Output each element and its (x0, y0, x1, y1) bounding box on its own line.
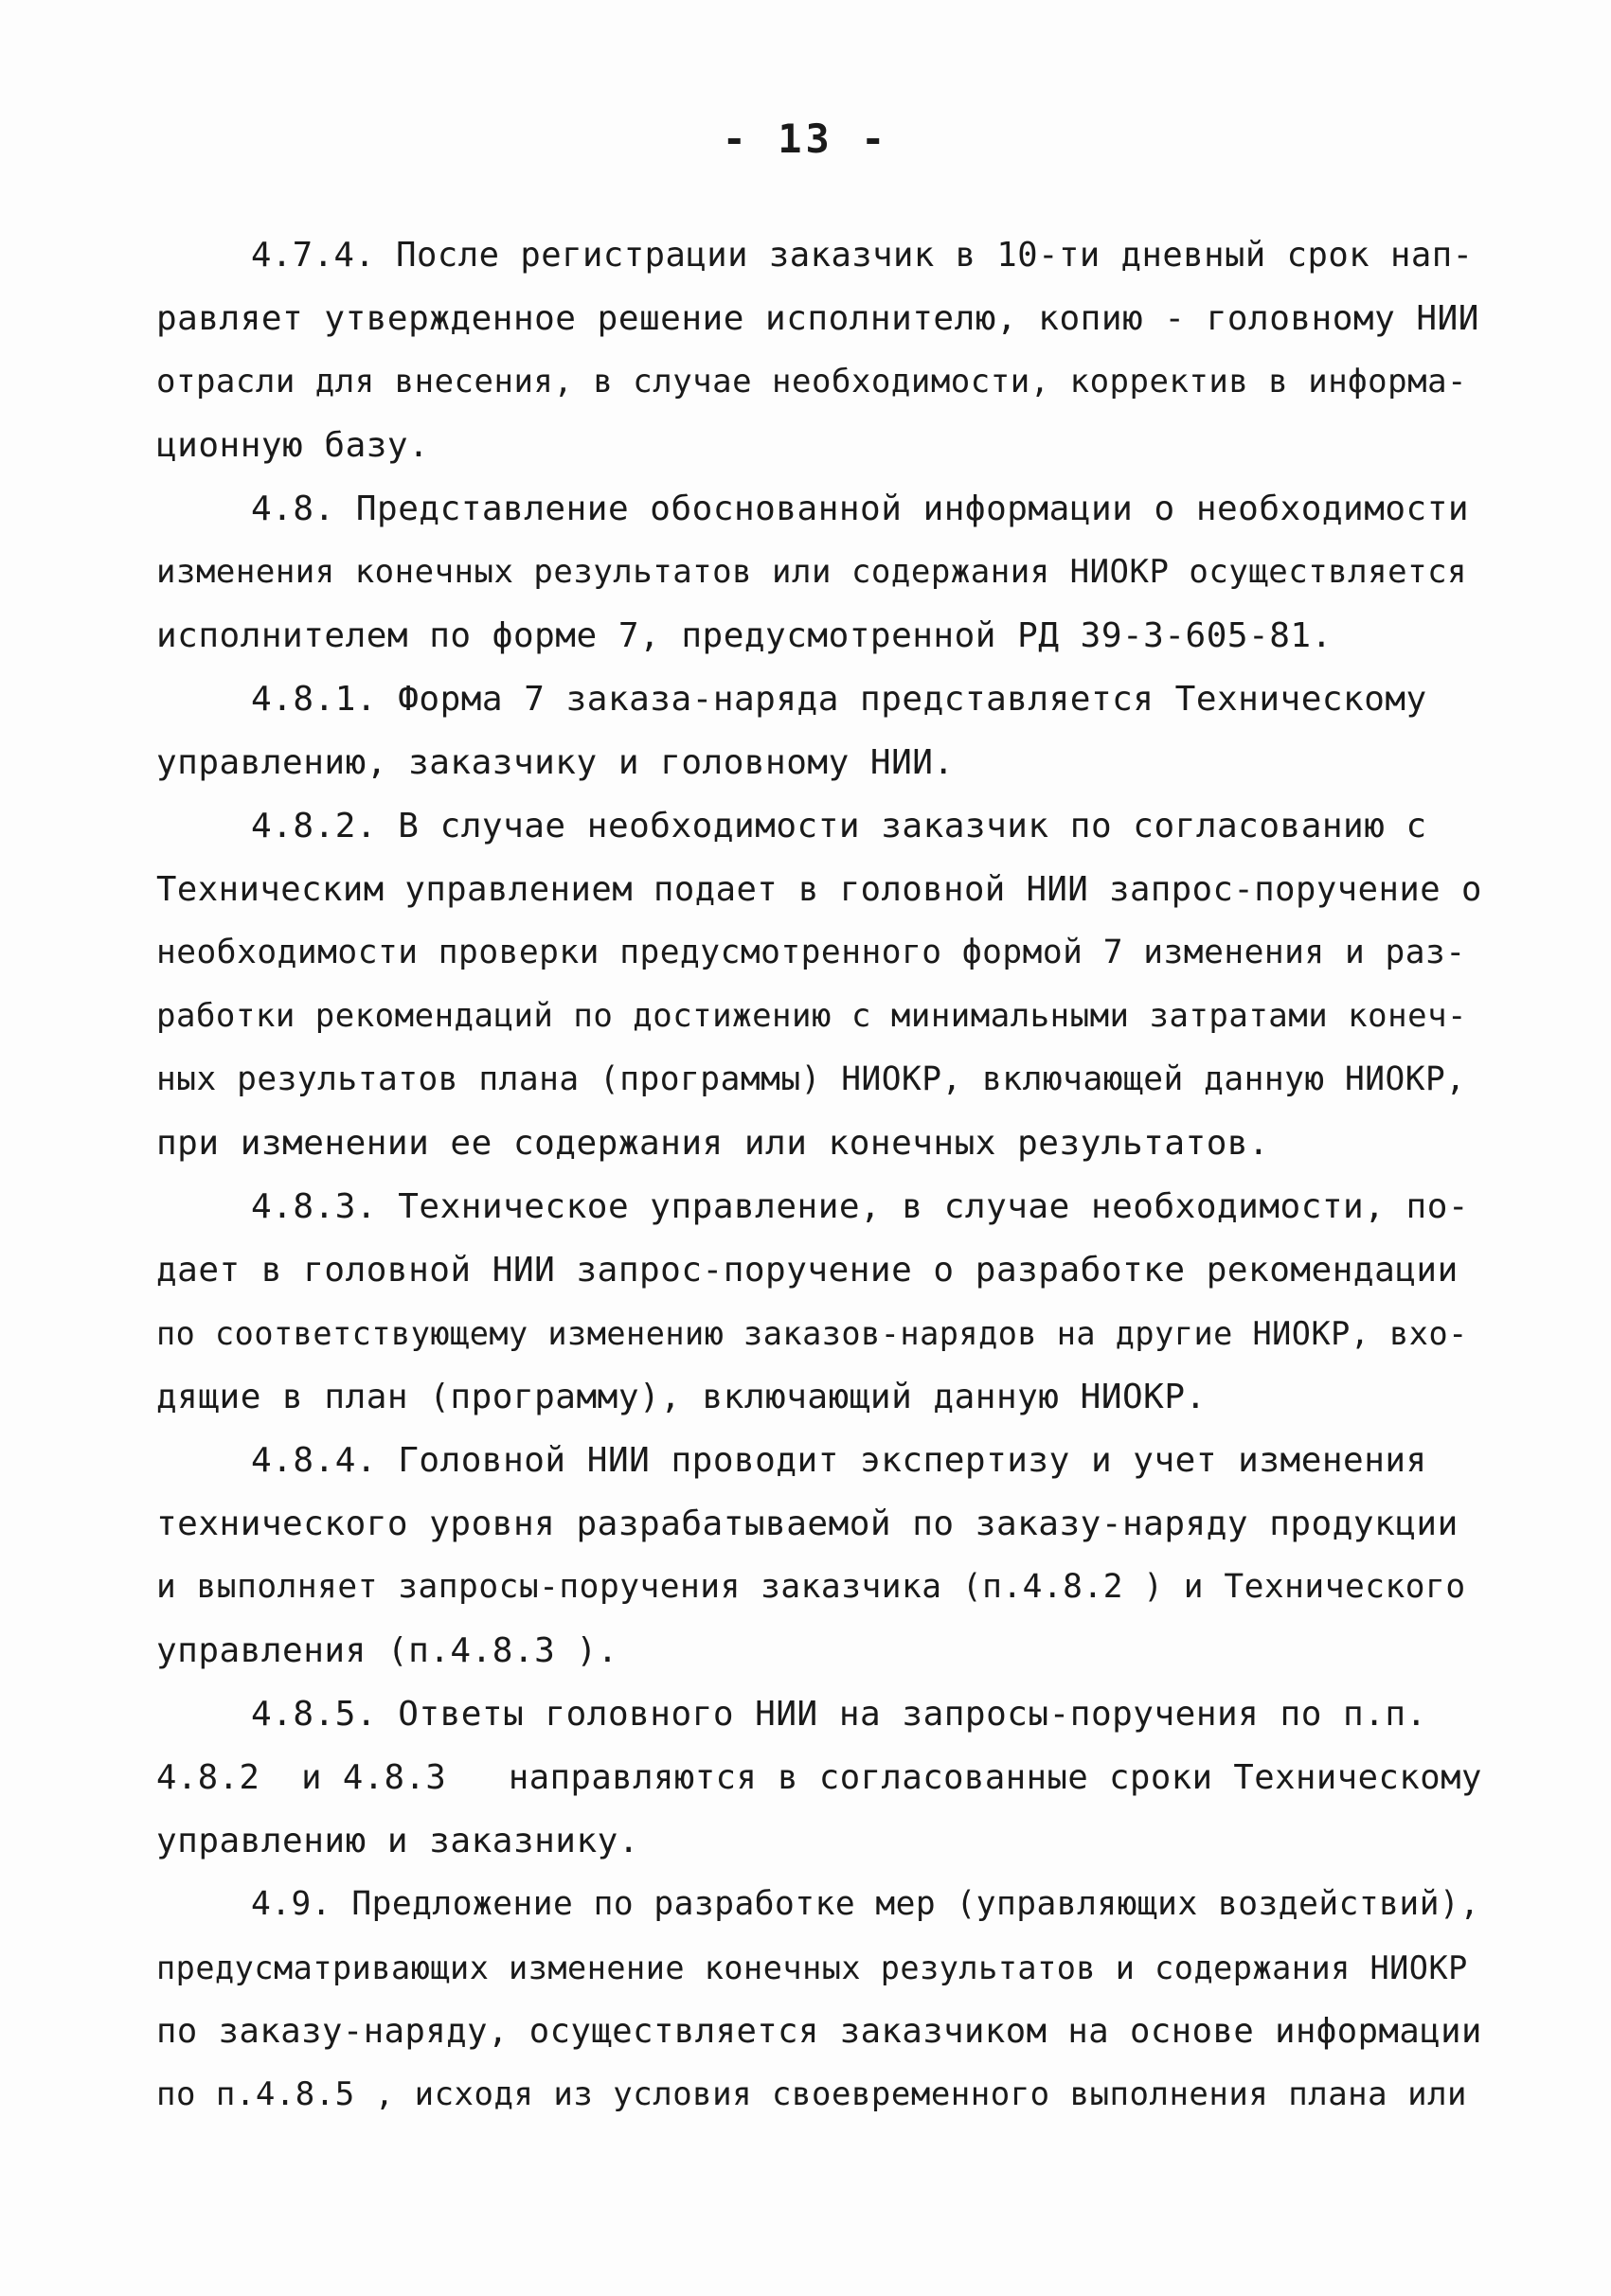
text-line: дящие в план (программу), включающий данную НИОКР. (156, 1378, 1207, 1416)
text-line: при изменении ее содержания или конечных результатов. (156, 1124, 1270, 1163)
paragraph-first-line: 4.8.1. Форма 7 заказа-наряда представляется Техническому (251, 680, 1427, 719)
text-line: технического уровня разрабатываемой по заказу-наряду продукции (156, 1504, 1459, 1543)
text-line: ционную базу. (156, 426, 430, 465)
text-line: управлению и заказнику. (156, 1822, 639, 1860)
text-line: необходимости проверки предусмотренного формой 7 изменения и раз- (156, 934, 1466, 971)
text-line: дает в головной НИИ запрос-поручение о разработке рекомендации (156, 1251, 1459, 1290)
text-line: управлению, заказчику и головному НИИ. (156, 743, 955, 782)
text-line: 4.8.2 и 4.8.3 направляются в согласованные сроки Техническому (156, 1758, 1482, 1797)
paragraph-first-line: 4.8.3. Техническое управление, в случае необходимости, по- (251, 1187, 1470, 1226)
text-line: предусматривающих изменение конечных результатов и содержания НИОКР (156, 1949, 1468, 1986)
text-line: отрасли для внесения, в случае необходимости, корректив в информа- (156, 363, 1468, 400)
text-line: Техническим управлением подает в головной НИИ запрос-поручение о (156, 870, 1482, 909)
text-line: работки рекомендаций по достижению с минимальными затратами конеч- (156, 997, 1468, 1035)
text-line: по соответствующему изменению заказов-нарядов на другие НИОКР, вхо- (156, 1315, 1468, 1352)
text-line: управления (п.4.8.3 ). (156, 1631, 618, 1670)
paragraph-first-line: 4.9. Предложение по разработке мер (управляющих воздействий), (251, 1885, 1480, 1923)
text-line: по п.4.8.5 , исходя из условия своевременного выполнения плана или (156, 2075, 1468, 2113)
text-line: равляет утвержденное решение исполнителю, копию - головному НИИ (156, 299, 1479, 338)
text-line: по заказу-наряду, осуществляется заказчиком на основе информации (156, 2012, 1482, 2051)
paragraph-first-line: 4.8.5. Ответы головного НИИ на запросы-поручения по п.п. (251, 1695, 1427, 1734)
text-line: исполнителем по форме 7, предусмотренной РД 39-3-605-81. (156, 616, 1333, 655)
paragraph-first-line: 4.7.4. После регистрации заказчик в 10-ти дневный срок нап- (251, 236, 1474, 275)
document-body (156, 223, 1482, 2240)
text-line: изменения конечных результатов или содержания НИОКР осуществляется (156, 553, 1468, 591)
text-line: и выполняет запросы-поручения заказчика (п.4.8.2 ) и Технического (156, 1568, 1466, 1606)
paragraph-first-line: 4.8.2. В случае необходимости заказчик по согласованию с (251, 807, 1427, 845)
page-number: - 13 - (722, 116, 889, 162)
paragraph-first-line: 4.8.4. Головной НИИ проводит экспертизу и учет изменения (251, 1441, 1427, 1480)
text-line: ных результатов плана (программы) НИОКР, включающей данную НИОКР, (156, 1060, 1466, 1098)
paragraph-first-line: 4.8. Представление обоснованной информации о необходимости (251, 489, 1470, 528)
